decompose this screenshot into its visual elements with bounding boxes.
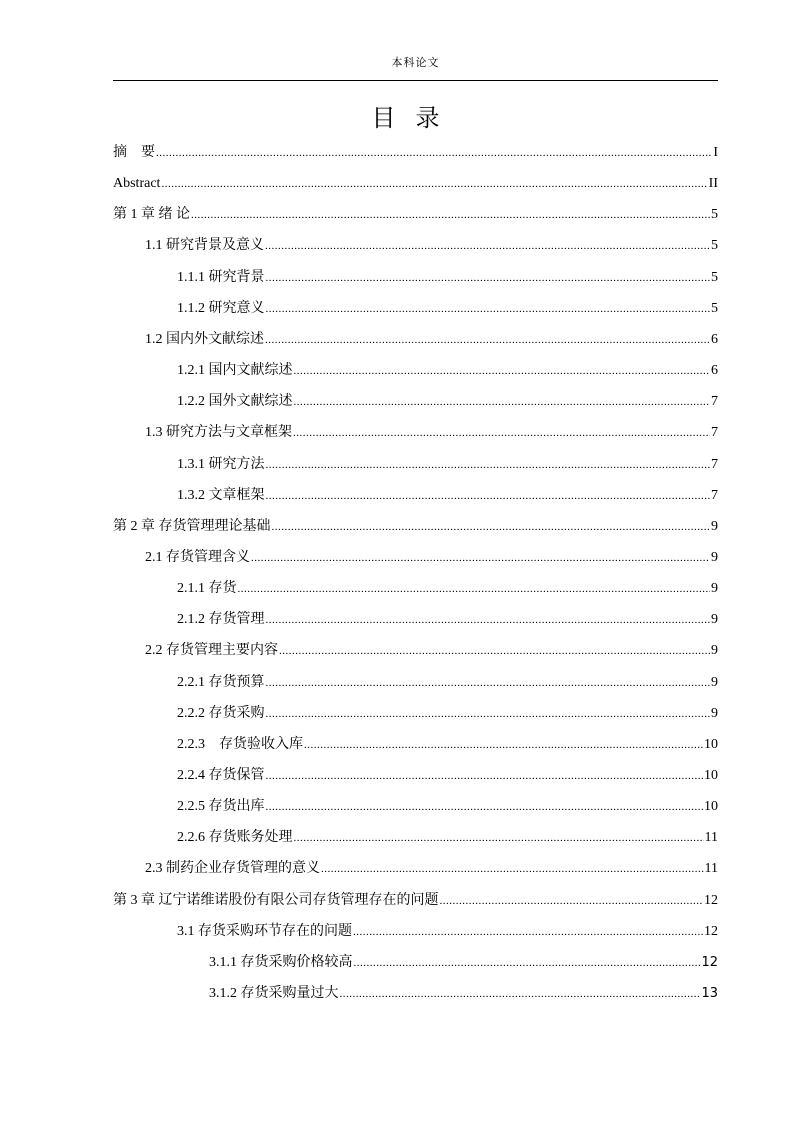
- toc-entry[interactable]: [145, 330, 718, 350]
- toc-entry[interactable]: [113, 517, 718, 537]
- toc-entry[interactable]: [209, 984, 718, 1004]
- toc-leader-dots: [340, 984, 701, 1004]
- toc-entry-label: 2.2 存货管理主要内容: [145, 643, 278, 658]
- toc-entry-label: 第 1 章 绪 论: [113, 207, 190, 222]
- toc-entry-page: 6: [711, 363, 718, 378]
- toc-entry-label: 2.2.6 存货账务处理: [177, 830, 293, 845]
- toc-entry-label: 1.3 研究方法与文章框架: [145, 425, 292, 440]
- toc-entry[interactable]: [177, 579, 718, 599]
- toc-entry[interactable]: [145, 548, 718, 568]
- toc-entry-label: 1.1.2 研究意义: [177, 301, 265, 316]
- toc-entry-label: 1.2 国内外文献综述: [145, 332, 264, 347]
- toc-leader-dots: [191, 205, 710, 225]
- toc-entry-page: 9: [711, 675, 718, 690]
- toc-entry-page: 9: [711, 612, 718, 627]
- toc-entry[interactable]: [145, 423, 718, 443]
- toc-entry-page: 10: [704, 799, 718, 814]
- toc-entry[interactable]: [113, 174, 718, 194]
- toc-entry[interactable]: [113, 205, 718, 225]
- toc-entry-label: 1.2.2 国外文献综述: [177, 394, 293, 409]
- toc-entry-page: 9: [711, 519, 718, 534]
- toc-entry-label: 1.2.1 国内文献综述: [177, 363, 293, 378]
- toc-entry-page: 9: [711, 706, 718, 721]
- toc-entry[interactable]: [177, 268, 718, 288]
- toc-leader-dots: [266, 766, 704, 786]
- toc-entry-page: 9: [711, 581, 718, 596]
- toc-entry-label: 2.3 制药企业存货管理的意义: [145, 861, 320, 876]
- toc-entry-page: 5: [711, 238, 718, 253]
- toc-entry-page: 7: [711, 394, 718, 409]
- toc-leader-dots: [266, 268, 711, 288]
- toc-entry[interactable]: [177, 392, 718, 412]
- toc-entry[interactable]: [145, 859, 718, 879]
- toc-leader-dots: [265, 236, 710, 256]
- toc-entry[interactable]: [177, 735, 718, 755]
- toc-entry-label: 第 2 章 存货管理理论基础: [113, 519, 271, 534]
- toc-entry[interactable]: [177, 828, 718, 848]
- toc-entry-label: 3.1.2 存货采购量过大: [209, 986, 339, 1001]
- toc-title: 目录: [371, 104, 460, 132]
- toc-leader-dots: [293, 423, 710, 443]
- toc-entry-page: II: [708, 176, 718, 191]
- toc-entry[interactable]: [177, 486, 718, 506]
- toc-entry[interactable]: [177, 922, 718, 942]
- toc-entry-page: 7: [711, 488, 718, 503]
- toc-entry-label: 第 3 章 辽宁诺维诺股份有限公司存货管理存在的问题: [113, 893, 439, 908]
- toc-leader-dots: [238, 579, 711, 599]
- toc-leader-dots: [266, 704, 711, 724]
- toc-entry[interactable]: [177, 704, 718, 724]
- toc-leader-dots: [294, 392, 711, 412]
- toc-entry-page: 13: [701, 986, 718, 1001]
- toc-entry-label: 2.1.1 存货: [177, 581, 237, 596]
- toc-leader-dots: [266, 455, 711, 475]
- toc-entry[interactable]: [177, 610, 718, 630]
- toc-entry-label: 2.2.4 存货保管: [177, 768, 265, 783]
- toc-entry-page: I: [713, 145, 718, 160]
- toc-entry-label: Abstract: [113, 176, 161, 191]
- page-header: 本科论文: [391, 57, 440, 69]
- toc-leader-dots: [266, 610, 711, 630]
- toc-entry[interactable]: [177, 299, 718, 319]
- toc-entry-label: 1.3.2 文章框架: [177, 488, 265, 503]
- toc-entry-page: 10: [704, 768, 718, 783]
- toc-entry[interactable]: [177, 361, 718, 381]
- toc-leader-dots: [161, 174, 707, 194]
- toc-entry-page: 9: [711, 550, 718, 565]
- toc-leader-dots: [353, 922, 703, 942]
- toc-entry-page: 11: [704, 861, 718, 876]
- toc-entry-label: 3.1.1 存货采购价格较高: [209, 955, 353, 970]
- toc-entry-page: 5: [711, 207, 718, 222]
- toc-leader-dots: [272, 517, 711, 537]
- toc-leader-dots: [321, 859, 704, 879]
- toc-entry[interactable]: [177, 797, 718, 817]
- toc-entry-page: 6: [711, 332, 718, 347]
- toc-entry[interactable]: [177, 766, 718, 786]
- toc-entry-label: 2.1.2 存货管理: [177, 612, 265, 627]
- toc-entry[interactable]: [113, 143, 718, 163]
- toc-entry[interactable]: [209, 953, 718, 973]
- toc-entry-label: 3.1 存货采购环节存在的问题: [177, 924, 352, 939]
- toc-leader-dots: [266, 486, 711, 506]
- toc-entry-page: 12: [704, 924, 718, 939]
- header-rule: [113, 80, 718, 81]
- toc-entry-label: 2.2.2 存货采购: [177, 706, 265, 721]
- toc-entry-page: 9: [711, 643, 718, 658]
- toc-entry-page: 12: [701, 955, 718, 970]
- toc-entry-label: 摘 要: [113, 145, 155, 160]
- toc-leader-dots: [251, 548, 710, 568]
- toc-entry-page: 11: [704, 830, 718, 845]
- toc-leader-dots: [304, 735, 703, 755]
- toc-leader-dots: [156, 143, 712, 163]
- toc-leader-dots: [440, 891, 704, 911]
- toc-entry[interactable]: [145, 641, 718, 661]
- toc-entry-label: 2.1 存货管理含义: [145, 550, 250, 565]
- toc-entry-label: 2.2.1 存货预算: [177, 675, 265, 690]
- toc-entry-page: 5: [711, 270, 718, 285]
- toc-entry-label: 1.1.1 研究背景: [177, 270, 265, 285]
- toc-entry-page: 5: [711, 301, 718, 316]
- toc-leader-dots: [279, 641, 710, 661]
- toc-entry-label: 1.3.1 研究方法: [177, 457, 265, 472]
- toc-leader-dots: [294, 828, 704, 848]
- toc-entry-label: 1.1 研究背景及意义: [145, 238, 264, 253]
- toc-leader-dots: [266, 797, 704, 817]
- toc-entry[interactable]: [177, 455, 718, 475]
- toc-leader-dots: [266, 299, 711, 319]
- toc-leader-dots: [266, 673, 711, 693]
- toc-leader-dots: [294, 361, 711, 381]
- toc-entry[interactable]: [145, 236, 718, 256]
- toc-entry-page: 12: [704, 893, 718, 908]
- toc-entry-label: 2.2.3 存货验收入库: [177, 737, 303, 752]
- toc-entry[interactable]: [177, 673, 718, 693]
- toc-leader-dots: [265, 330, 710, 350]
- toc-entry-page: 7: [711, 425, 718, 440]
- toc-entry-page: 10: [704, 737, 718, 752]
- toc-entry-label: 2.2.5 存货出库: [177, 799, 265, 814]
- toc-leader-dots: [354, 953, 701, 973]
- toc-entry-page: 7: [711, 457, 718, 472]
- toc-entry[interactable]: [113, 891, 718, 911]
